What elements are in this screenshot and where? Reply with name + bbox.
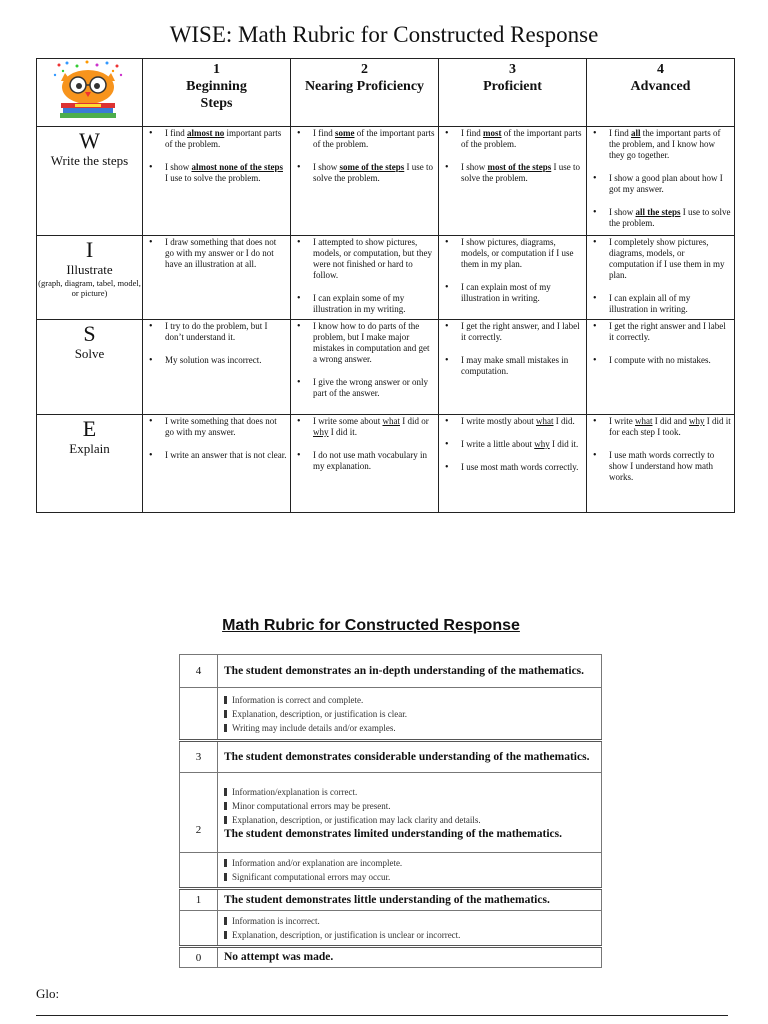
owl-on-books-icon xyxy=(37,59,141,121)
score-value: 1 xyxy=(180,889,218,911)
score-value: 0 xyxy=(180,947,218,968)
criterion: • I write some about what I did or why I did it. xyxy=(291,416,435,438)
score-4-row xyxy=(180,655,602,688)
score-statement: The student demonstrates limited understanding of the mathematics. xyxy=(224,827,562,840)
wise-rubric-table xyxy=(36,58,735,513)
illustrate-level-1 xyxy=(143,236,291,320)
criterion: • I find almost no important parts of the problem. xyxy=(143,128,287,150)
criteria-item: Explanation, description, or justification may lack clarity and details. xyxy=(224,813,595,827)
math-rubric-table xyxy=(179,654,602,968)
criterion: • I show pictures, diagrams, models, or computation if I use them in my plan. xyxy=(439,237,583,270)
explain-level-2 xyxy=(291,415,439,513)
level-1-header xyxy=(143,59,291,127)
row-subtitle: (graph, diagram, tabel, model, or picture) xyxy=(38,278,141,298)
level-number: 4 xyxy=(657,62,664,77)
score-statement: No attempt was made. xyxy=(218,947,602,968)
score-value: 3 xyxy=(180,741,218,773)
criteria-item: Minor computational errors may be present. xyxy=(224,799,595,813)
criterion: • I know how to do parts of the problem, but I make major mistakes in computation and get a wrong answer. xyxy=(291,321,435,365)
score-1-criteria-row xyxy=(180,911,602,947)
score-4-criteria-row xyxy=(180,688,602,741)
illustrate-level-4 xyxy=(587,236,735,320)
criterion: • I show most of the steps I use to solve the problem. xyxy=(439,162,583,184)
illustrate-level-3 xyxy=(439,236,587,320)
row-word: Solve xyxy=(74,346,105,361)
score-0-row xyxy=(180,947,602,968)
row-word: Write the steps xyxy=(50,153,129,168)
illustrate-row xyxy=(37,236,735,320)
page-title: WISE: Math Rubric for Constructed Response xyxy=(169,22,599,47)
solve-level-1 xyxy=(143,320,291,415)
criterion: • I find some of the important parts of the problem. xyxy=(291,128,435,150)
score-value: 4 xyxy=(180,655,218,688)
write-level-4 xyxy=(587,127,735,236)
row-letter: S xyxy=(83,321,96,346)
criteria-item: Information and/or explanation are incomplete. xyxy=(224,856,595,870)
explain-level-3 xyxy=(439,415,587,513)
criterion: • I can explain most of my illustration in writing. xyxy=(439,282,583,304)
criteria-item: Significant computational errors may occur. xyxy=(224,870,595,884)
criterion: • I try to do the problem, but I don’t understand it. xyxy=(143,321,287,343)
footer-label: Glo: xyxy=(36,986,60,1001)
explain-level-4 xyxy=(587,415,735,513)
header-row xyxy=(37,59,735,127)
row-letter: W xyxy=(79,128,100,153)
criterion: • I give the wrong answer or only part of the answer. xyxy=(291,377,435,399)
score-statement: The student demonstrates an in-depth understanding of the mathematics. xyxy=(218,655,602,688)
criteria-item: Information is correct and complete. xyxy=(224,693,595,707)
criterion: • I use most math words correctly. xyxy=(439,462,583,473)
criteria-list xyxy=(218,911,602,947)
score-statement: The student demonstrates considerable understanding of the mathematics. xyxy=(218,741,602,773)
criterion: • I get the right answer, and I label it correctly. xyxy=(439,321,583,343)
level-name: Advanced xyxy=(630,79,691,94)
row-letter: I xyxy=(85,237,94,262)
criterion: • I show all the steps I use to solve the problem. xyxy=(587,207,731,229)
criteria-item: Information/explanation is correct. xyxy=(224,785,595,799)
explain-row xyxy=(37,415,735,513)
criterion: • I write something that does not go with my answer. xyxy=(143,416,287,438)
criterion: • I get the right answer and I label it correctly. xyxy=(587,321,731,343)
criterion: • I can explain all of my illustration in writing. xyxy=(587,293,731,315)
criterion: • I completely show pictures, diagrams, models, or computation if I use them in my plan. xyxy=(587,237,731,281)
level-number: 1 xyxy=(213,62,220,77)
row-label-illustrate xyxy=(37,236,143,320)
score-2-criteria-row xyxy=(180,853,602,889)
criterion: • I show a good plan about how I got my answer. xyxy=(587,173,731,195)
criteria-item: Explanation, description, or justification is unclear or incorrect. xyxy=(224,928,595,942)
row-word: Illustrate xyxy=(66,262,113,277)
criterion: • I use math words correctly to show I understand how math works. xyxy=(587,450,731,483)
criterion: • I write a little about why I did it. xyxy=(439,439,583,450)
criterion: • I draw something that does not go with my answer or I do not have an illustration at all. xyxy=(143,237,287,270)
illustrate-level-2 xyxy=(291,236,439,320)
write-level-3 xyxy=(439,127,587,236)
criterion: • I do not use math vocabulary in my explanation. xyxy=(291,450,435,472)
row-letter: E xyxy=(82,416,97,441)
criterion: • I find most of the important parts of the problem. xyxy=(439,128,583,150)
criteria-item: Information is incorrect. xyxy=(224,914,595,928)
criterion: • My solution was incorrect. xyxy=(143,355,287,366)
criteria-item: Explanation, description, or justification is clear. xyxy=(224,707,595,721)
row-label-solve xyxy=(37,320,143,415)
criterion: • I find all the important parts of the problem, and I know how they go together. xyxy=(587,128,731,161)
score-2-row xyxy=(180,773,602,853)
level-3-header xyxy=(439,59,587,127)
solve-level-3 xyxy=(439,320,587,415)
second-rubric-title: Math Rubric for Constructed Response xyxy=(222,617,520,634)
owl-logo-cell xyxy=(37,59,143,127)
level-number: 2 xyxy=(361,62,368,77)
write-row xyxy=(37,127,735,236)
row-label-write xyxy=(37,127,143,236)
write-level-1 xyxy=(143,127,291,236)
level-name: Proficient xyxy=(483,79,542,94)
criteria-list xyxy=(218,853,602,889)
level-name: Nearing Proficiency xyxy=(304,79,425,94)
criteria-item: Writing may include details and/or examples. xyxy=(224,721,595,735)
write-level-2 xyxy=(291,127,439,236)
criterion: • I write what I did and why I did it for each step I took. xyxy=(587,416,731,438)
solve-level-4 xyxy=(587,320,735,415)
signature-line xyxy=(36,1015,728,1016)
criterion: • I show some of the steps I use to solve the problem. xyxy=(291,162,435,184)
criterion: • I attempted to show pictures, models, or computation, but they were not finished or hard to follow. xyxy=(291,237,435,281)
criterion: • I write mostly about what I did. xyxy=(439,416,583,427)
solve-level-2 xyxy=(291,320,439,415)
score-statement: The student demonstrates little understanding of the mathematics. xyxy=(218,889,602,911)
criterion: • I may make small mistakes in computation. xyxy=(439,355,583,377)
level-2-header xyxy=(291,59,439,127)
solve-row xyxy=(37,320,735,415)
score-1-row xyxy=(180,889,602,911)
score-value: 2 xyxy=(180,773,218,853)
score-3-row xyxy=(180,741,602,773)
criteria-list xyxy=(218,688,602,741)
level-number: 3 xyxy=(509,62,516,77)
criteria-list xyxy=(218,773,602,853)
criterion: • I can explain some of my illustration in my writing. xyxy=(291,293,435,315)
level-name: Beginning Steps xyxy=(186,79,247,111)
criterion: • I show almost none of the steps I use to solve the problem. xyxy=(143,162,287,184)
criterion: • I compute with no mistakes. xyxy=(587,355,731,366)
row-word: Explain xyxy=(69,441,110,456)
row-label-explain xyxy=(37,415,143,513)
explain-level-1 xyxy=(143,415,291,513)
criterion: • I write an answer that is not clear. xyxy=(143,450,287,461)
level-4-header xyxy=(587,59,735,127)
